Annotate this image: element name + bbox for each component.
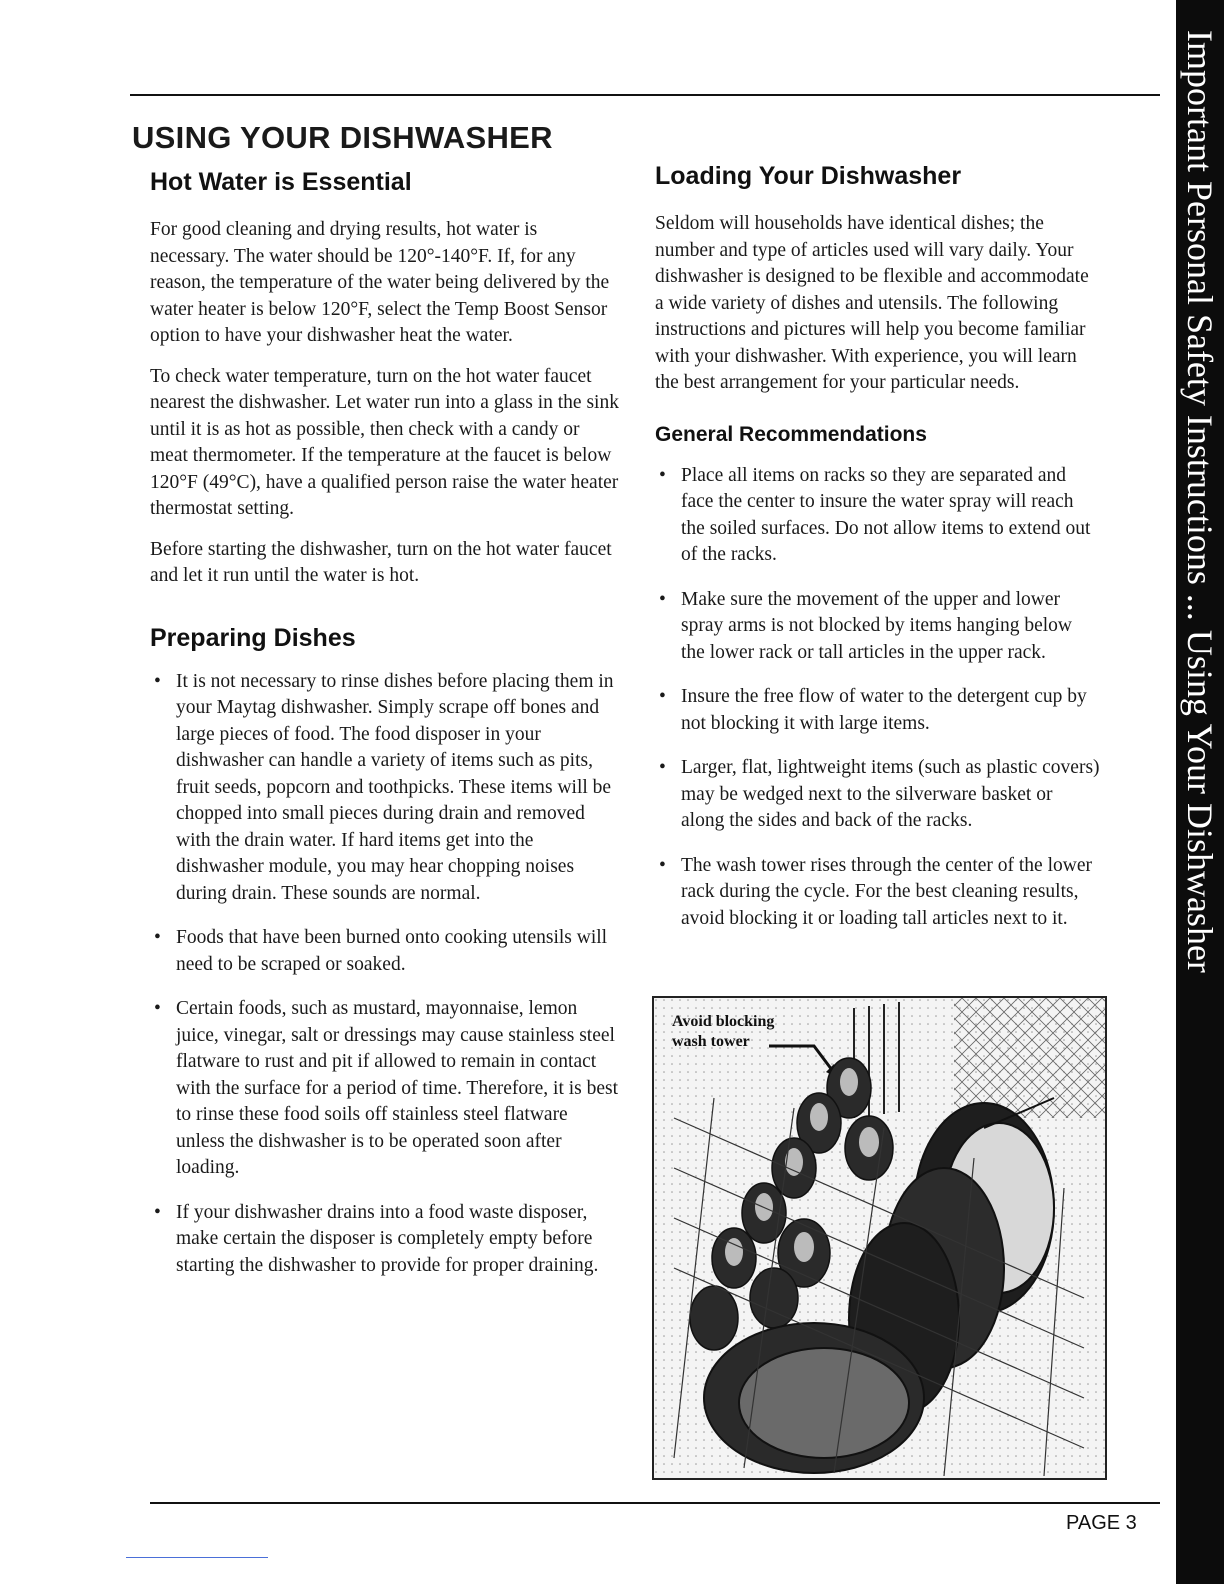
- bullet-icon: •: [659, 588, 666, 610]
- bullet-icon: •: [154, 998, 161, 1019]
- footer-link-line: [126, 1557, 268, 1558]
- left-column: [150, 168, 620, 1297]
- general-recommendations-list: [655, 463, 1100, 933]
- page-title: USING YOUR DISHWASHER: [132, 120, 553, 155]
- bullet-icon: •: [154, 927, 161, 948]
- list-item: • Insure the free flow of water to the detergent cup by not blocking it with large items.: [659, 686, 1087, 734]
- list-item: • Place all items on racks so they are separated and face the center to insure the water spray will reach the soiled surfaces. Do not allow items to extend out of the racks.: [659, 464, 1091, 565]
- right-column: [655, 162, 1100, 950]
- bullet-icon: •: [659, 854, 666, 876]
- hot-water-paragraph: For good cleaning and drying results, hot water is necessary. The water should be 120°-140°F. If, for any reason, the temperature of the water being delivered by the water heater is below 120°F, select the Temp Boost Sensor option to have your dishwasher heat the water.: [150, 219, 610, 346]
- bullet-icon: •: [154, 1201, 161, 1223]
- list-item: • Foods that have been burned onto cooking utensils will need to be scraped or soaked.: [154, 927, 608, 975]
- list-item: • Make sure the movement of the upper and lower spray arms is not blocked by items hanging below the lower rack or tall articles in the upper rack.: [659, 588, 1073, 663]
- list-item: • Larger, flat, lightweight items (such as plastic covers) may be wedged next to the silverware basket or along the sides and back of the racks.: [659, 757, 1100, 831]
- loading-heading: Loading Your Dishwasher: [655, 162, 962, 190]
- bullet-icon: •: [154, 670, 161, 692]
- list-item: • The wash tower rises through the center of the lower rack during the cycle. For the best cleaning results, avoid blocking it or loading tall articles next to it.: [659, 854, 1092, 929]
- side-tab-text: Important Personal Safety Instructions ... Using Your Dishwasher: [1180, 30, 1220, 973]
- hot-water-heading: Hot Water is Essential: [150, 168, 412, 196]
- rack-drawing-icon: [654, 998, 1105, 1478]
- list-item: • Certain foods, such as mustard, mayonnaise, lemon juice, vinegar, salt or dressings may cause stainless steel flatware to rust and pit if allowed to remain in contact with the surface for a period of time. Therefore, it is best to rinse these food soils off stainless steel flatware unless the dishwasher is to be operated soon after loading.: [154, 998, 619, 1178]
- bullet-icon: •: [659, 464, 666, 486]
- before-start-paragraph: Before starting the dishwasher, turn on the hot water faucet and let it run until the water is hot.: [150, 538, 612, 586]
- list-item: • It is not necessary to rinse dishes before placing them in your Maytag dishwasher. Simply scrape off bones and large pieces of food. The food disposer in your dishwasher can handle a variety of items such as pits, fruit seeds, popcorn and toothpicks. These items will be chopped into small pieces during drain and removed with the drain water. If hard items get into the dishwasher module, you may hear chopping noises during drain. These sounds are normal.: [154, 670, 614, 904]
- dishwasher-rack-illustration: [652, 996, 1107, 1480]
- top-rule: [130, 94, 1160, 96]
- page-number: PAGE 3: [1066, 1512, 1137, 1534]
- check-temp-paragraph: To check water temperature, turn on the hot water faucet nearest the dishwasher. Let water run into a glass in the sink until it is as hot as possible, then check with a candy or meat thermometer. If the temperature at the faucet is below 120°F (49°C), have a qualified person raise the water heater thermostat setting.: [150, 365, 619, 519]
- general-recommendations-heading: General Recommendations: [655, 422, 927, 446]
- bullet-icon: •: [659, 757, 666, 778]
- preparing-dishes-heading: Preparing Dishes: [150, 623, 356, 652]
- loading-paragraph: Seldom will households have identical dishes; the number and type of articles used will vary daily. Your dishwasher is designed to be flexible and accommodate a wide variety of dishes and utensils. The following instructions and pictures will help you become familiar with your dishwasher. With experience, you will learn the best arrangement for your particular needs.: [655, 213, 1089, 393]
- wash-tower-callout: Avoid blocking wash tower: [672, 1013, 775, 1050]
- preparing-dishes-list: [150, 669, 620, 1280]
- list-item: • If your dishwasher drains into a food waste disposer, make certain the disposer is completely empty before starting the dishwasher to provide for proper draining.: [154, 1201, 599, 1276]
- bullet-icon: •: [659, 686, 666, 707]
- bottom-rule: [150, 1502, 1160, 1504]
